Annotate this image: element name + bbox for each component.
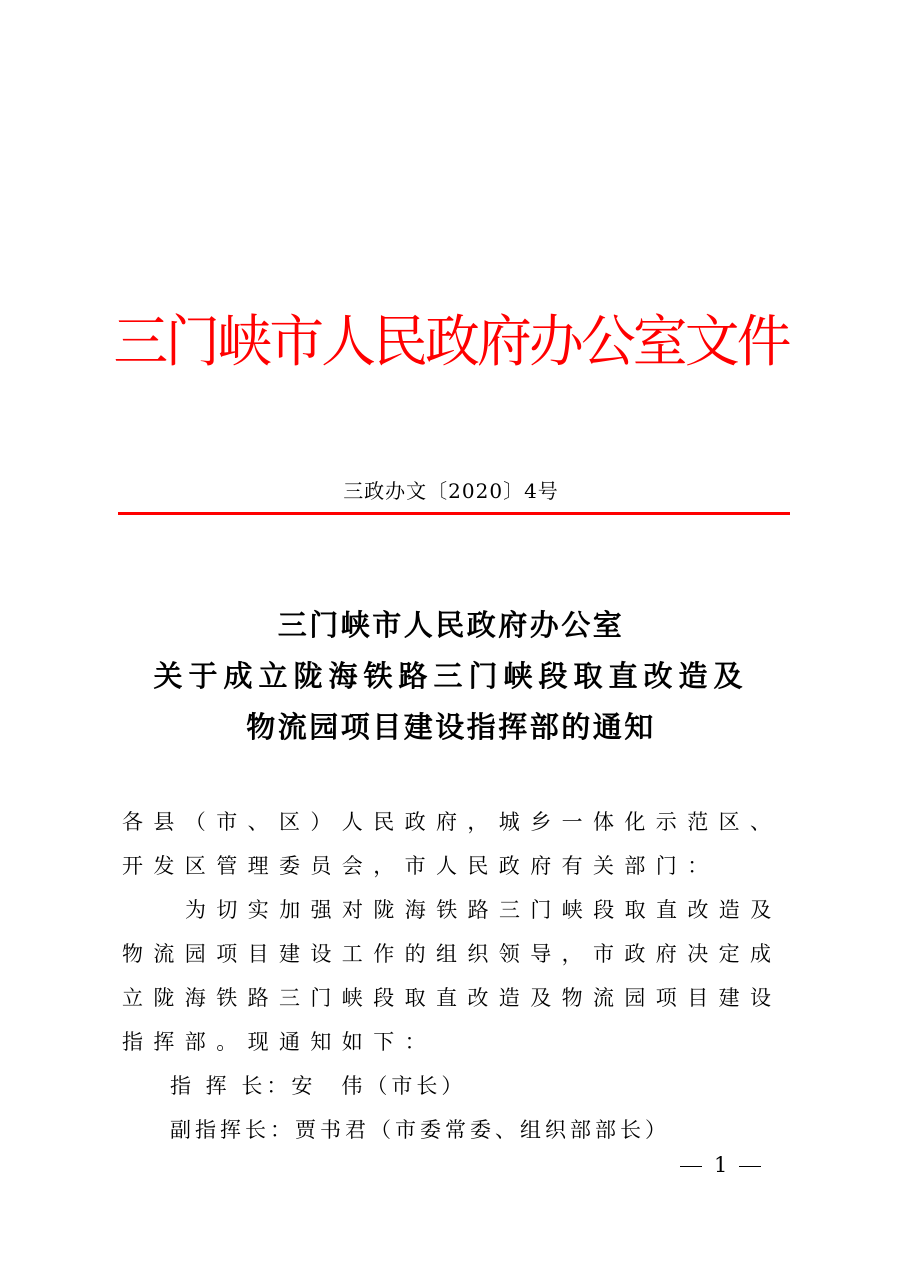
member-commander xyxy=(122,1064,792,1108)
member-deputy-commander xyxy=(122,1108,792,1152)
title-line-2: 关于成立陇海铁路三门峡段取直改造及 xyxy=(153,659,749,693)
member-position: （市委常委、组织部部长） xyxy=(370,1118,670,1142)
document-number: 三政办文〔2020〕4号 xyxy=(343,479,559,503)
member-name: 安 伟 xyxy=(291,1074,367,1098)
body-paragraph: 为切实加强对陇海铁路三门峡段取直改造及物流园项目建设工作的组织领导，市政府决定成立陇海铁路三门峡段取直改造及物流园项目建设指挥部。现通知如下： xyxy=(122,898,782,1054)
page-number-value: 1 xyxy=(714,1153,728,1177)
dash-left-icon xyxy=(680,1166,702,1168)
member-role: 副指挥长： xyxy=(170,1118,295,1142)
title-line-1: 三门峡市人民政府办公室 xyxy=(277,608,625,642)
dash-right-icon xyxy=(739,1166,761,1168)
addressee-paragraph: 各县（市、区）人民政府，城乡一体化示范区、开发区管理委员会，市人民政府有关部门： xyxy=(122,810,782,878)
member-name: 贾书君 xyxy=(295,1118,370,1142)
issuing-office-header: 三门峡市人民政府办公室文件 xyxy=(113,310,789,375)
member-role: 指 挥 长： xyxy=(170,1074,292,1098)
title-line-3: 物流园项目建设指挥部的通知 xyxy=(246,710,656,744)
document-title xyxy=(0,600,902,753)
document-body xyxy=(122,800,792,1152)
member-position: （市长） xyxy=(366,1074,467,1098)
red-divider-line xyxy=(118,512,790,515)
page-number xyxy=(680,1150,780,1180)
